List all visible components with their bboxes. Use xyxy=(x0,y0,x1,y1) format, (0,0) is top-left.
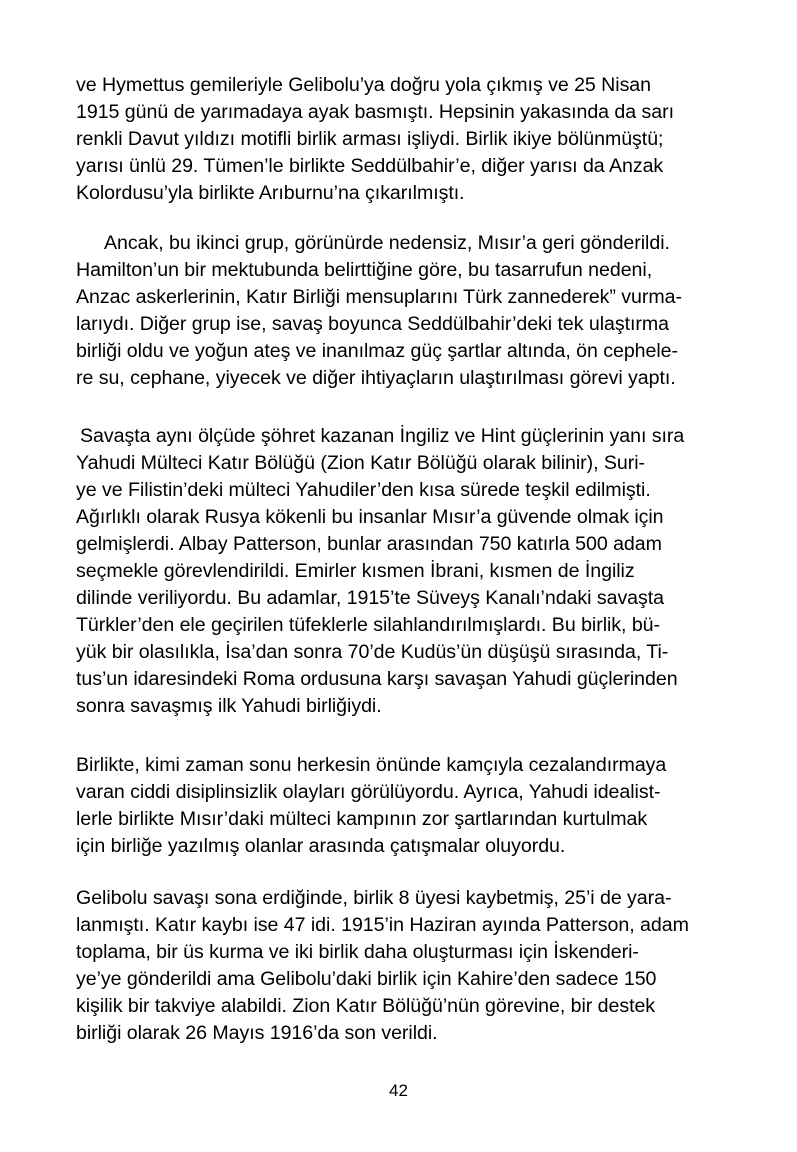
text-line: birliği olarak 26 Mayıs 1916’da son verildi. xyxy=(76,1022,438,1044)
text-line: Birlikte, kimi zaman sonu herkesin önünde kamçıyla cezalandırmaya xyxy=(76,754,667,776)
text-line: varan ciddi disiplinsizlik olayları görülüyordu. Ayrıca, Yahudi idealist- xyxy=(76,781,661,803)
text-line: birliği oldu ve yoğun ateş ve inanılmaz güç şartlar altında, ön cephele- xyxy=(76,340,678,362)
text-line: seçmekle görevlendirildi. Emirler kısmen İbrani, kısmen de İngiliz xyxy=(76,560,635,582)
text-line: lerle birlikte Mısır’daki mülteci kampının zor şartlarından kurtulmak xyxy=(76,808,648,830)
text-line: sonra savaşmış ilk Yahudi birliğiydi. xyxy=(76,695,382,717)
text-line: Gelibolu savaşı sona erdiğinde, birlik 8 üyesi kaybetmiş, 25’i de yara- xyxy=(76,887,672,909)
text-line: toplama, bir üs kurma ve iki birlik daha oluşturması için İskenderi- xyxy=(76,941,639,963)
text-line: lanmıştı. Katır kaybı ise 47 idi. 1915’in Haziran ayında Patterson, adam xyxy=(76,914,689,936)
text-line: Savaşta aynı ölçüde şöhret kazanan İngiliz ve Hint güçlerinin yanı sıra xyxy=(80,425,685,447)
text-line: 1915 günü de yarımadaya ayak basmıştı. Hepsinin yakasında da sarı xyxy=(76,101,674,123)
page-number: 42 xyxy=(389,1081,408,1100)
text-line: Anzac askerlerinin, Katır Birliği mensuplarını Türk zannederek” vurma- xyxy=(76,286,682,308)
text-line: yük bir olasılıkla, İsa’dan sonra 70’de Kudüs’ün düşüşü sırasında, Ti- xyxy=(76,641,669,663)
text-line: Ağırlıklı olarak Rusya kökenli bu insanlar Mısır’a güvende olmak için xyxy=(76,506,664,528)
text-line: re su, cephane, yiyecek ve diğer ihtiyaçların ulaştırılması görevi yaptı. xyxy=(76,367,676,389)
text-line: kişilik bir takviye alabildi. Zion Katır Bölüğü’nün görevine, bir destek xyxy=(76,995,656,1017)
text-line: ye ve Filistin’deki mülteci Yahudiler’den kısa sürede teşkil edilmişti. xyxy=(76,479,651,501)
text-line: gelmişlerdi. Albay Patterson, bunlar arasından 750 katırla 500 adam xyxy=(76,533,662,555)
text-line: Hamilton’un bir mektubunda belirttiğine göre, bu tasarrufun nedeni, xyxy=(76,259,653,281)
text-line: dilinde veriliyordu. Bu adamlar, 1915’te Süveyş Kanalı’ndaki savaşta xyxy=(76,587,665,609)
text-line: ye’ye gönderildi ama Gelibolu’daki birlik için Kahire’den sadece 150 xyxy=(76,968,657,990)
text-line: renkli Davut yıldızı motifli birlik arması işliydi. Birlik ikiye bölünmüştü; xyxy=(76,128,664,150)
text-line: Ancak, bu ikinci grup, görünürde nedensiz, Mısır’a geri gönderildi. xyxy=(104,232,670,254)
text-line: için birliğe yazılmış olanlar arasında çatışmalar oluyordu. xyxy=(76,835,566,857)
text-line: Yahudi Mülteci Katır Bölüğü (Zion Katır Bölüğü olarak bilinir), Suri- xyxy=(76,452,646,474)
text-line: ve Hymettus gemileriyle Gelibolu’ya doğru yola çıkmış ve 25 Nisan xyxy=(76,74,652,96)
text-line: Kolordusu’yla birlikte Arıburnu’na çıkarılmıştı. xyxy=(76,182,465,204)
text-line: Türkler’den ele geçirilen tüfeklerle silahlandırılmışlardı. Bu birlik, bü- xyxy=(76,614,660,636)
text-line: larıydı. Diğer grup ise, savaş boyunca Seddülbahir’deki tek ulaştırma xyxy=(76,313,670,335)
text-line: yarısı ünlü 29. Tümen’le birlikte Seddülbahir’e, diğer yarısı da Anzak xyxy=(76,155,664,177)
text-line: tus’un idaresindeki Roma ordusuna karşı savaşan Yahudi güçlerinden xyxy=(76,668,678,690)
